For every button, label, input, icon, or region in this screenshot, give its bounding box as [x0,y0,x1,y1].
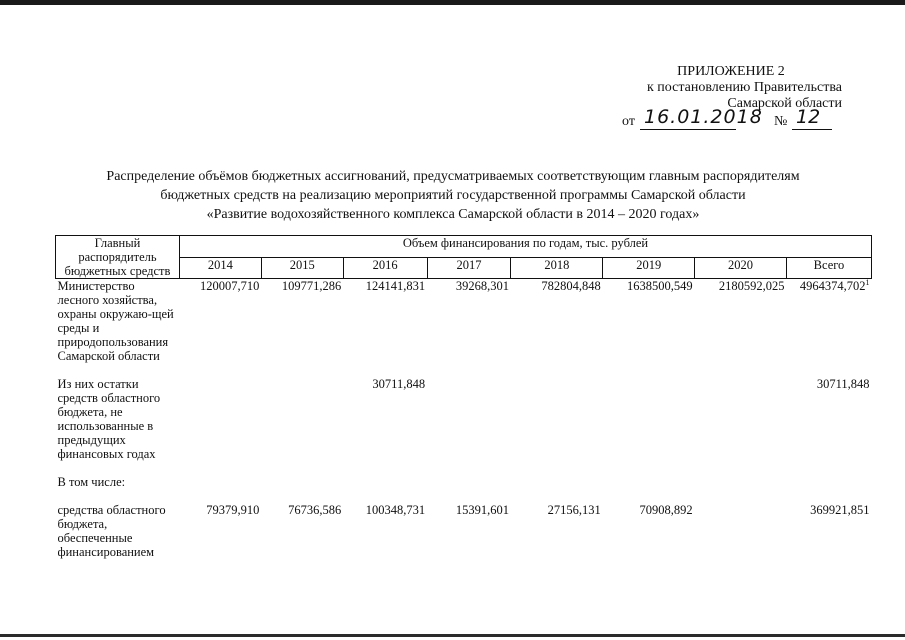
table-row [56,503,872,559]
table-cell-empty [179,475,871,489]
header-group: Объем финансирования по годам, тыс. рублей [179,236,871,258]
table-cell: 2180592,025 [718,279,785,293]
table-row [56,279,872,364]
document-heading [40,167,866,224]
table-cell [603,377,695,461]
header-year: 2017 [427,257,511,279]
header-year: 2016 [343,257,427,279]
scan-bottom-edge [0,634,905,637]
table-cell: 39268,301 [455,279,509,293]
row-label: В том числе: [57,475,126,489]
table-cell: 30711,848 [372,377,426,391]
heading-line-1: Распределение объёмов бюджетных ассигнований, предусматриваемых соответствующим главным распорядителям [106,169,800,184]
header-total: Всего [786,257,871,279]
row-label: Министерство лесного хозяйства, охраны окружаю-щей среды и природопользования Самарской области [57,279,174,363]
table-cell-total [786,279,871,364]
header-year: 2014 [179,257,261,279]
table-cell: 27156,131 [547,503,601,517]
row-gap [56,489,872,503]
scan-top-edge [0,0,905,5]
table-cell: 100348,731 [365,503,426,517]
table-cell: 79379,910 [206,503,260,517]
footnote-mark: 1 [865,277,870,287]
row-gap [56,461,872,475]
total-value: 4964374,702 [799,279,866,293]
appendix-region-line: Самарской области [727,96,842,111]
heading-line-2: бюджетных средств на реализацию мероприятий государственной программы Самарской области [160,188,746,203]
row-gap [56,363,872,377]
table-cell: 124141,831 [365,279,426,293]
budget-table [55,235,872,559]
table-cell [427,377,511,461]
header-main: Главный распорядитель бюджетных средств [56,236,180,279]
table-cell: 70908,892 [639,503,693,517]
table-cell: 120007,710 [199,279,260,293]
from-label: от [622,114,635,129]
table-cell-total: 30711,848 [816,377,870,391]
appendix-decree-line: к постановлению Правительства [646,80,842,95]
heading-line-3: «Развитие водохозяйственного комплекса Самарской области в 2014 – 2020 годах» [206,207,700,222]
table-cell [261,377,343,461]
table-cell: 76736,586 [288,503,342,517]
header-year: 2018 [511,257,603,279]
header-year: 2019 [603,257,695,279]
table-cell [695,377,787,461]
table-cell [695,503,787,559]
header-year: 2015 [261,257,343,279]
row-label: средства областного бюджета, обеспеченные финансированием [57,503,166,559]
table-cell [511,377,603,461]
decree-number: 12 [796,106,821,128]
appendix-title: ПРИЛОЖЕНИЕ 2 [677,64,785,79]
table-cell [179,377,261,461]
table-row [56,377,872,461]
number-label: № [774,114,788,129]
table-cell-total: 369921,851 [810,503,870,517]
appendix-block [560,64,842,132]
header-year: 2020 [695,257,787,279]
decree-date: 16.01.2018 [644,106,763,128]
table-cell: 109771,286 [281,279,342,293]
table-cell: 15391,601 [455,503,509,517]
row-label: Из них остатки средств областного бюджета, не использованные в предыдущих финансовых годах [57,377,161,461]
date-underline [640,129,736,130]
number-underline [792,129,832,130]
table-cell: 1638500,549 [627,279,693,293]
decree-date-number [560,106,842,132]
table-cell: 782804,848 [541,279,601,293]
table-row [56,475,872,489]
